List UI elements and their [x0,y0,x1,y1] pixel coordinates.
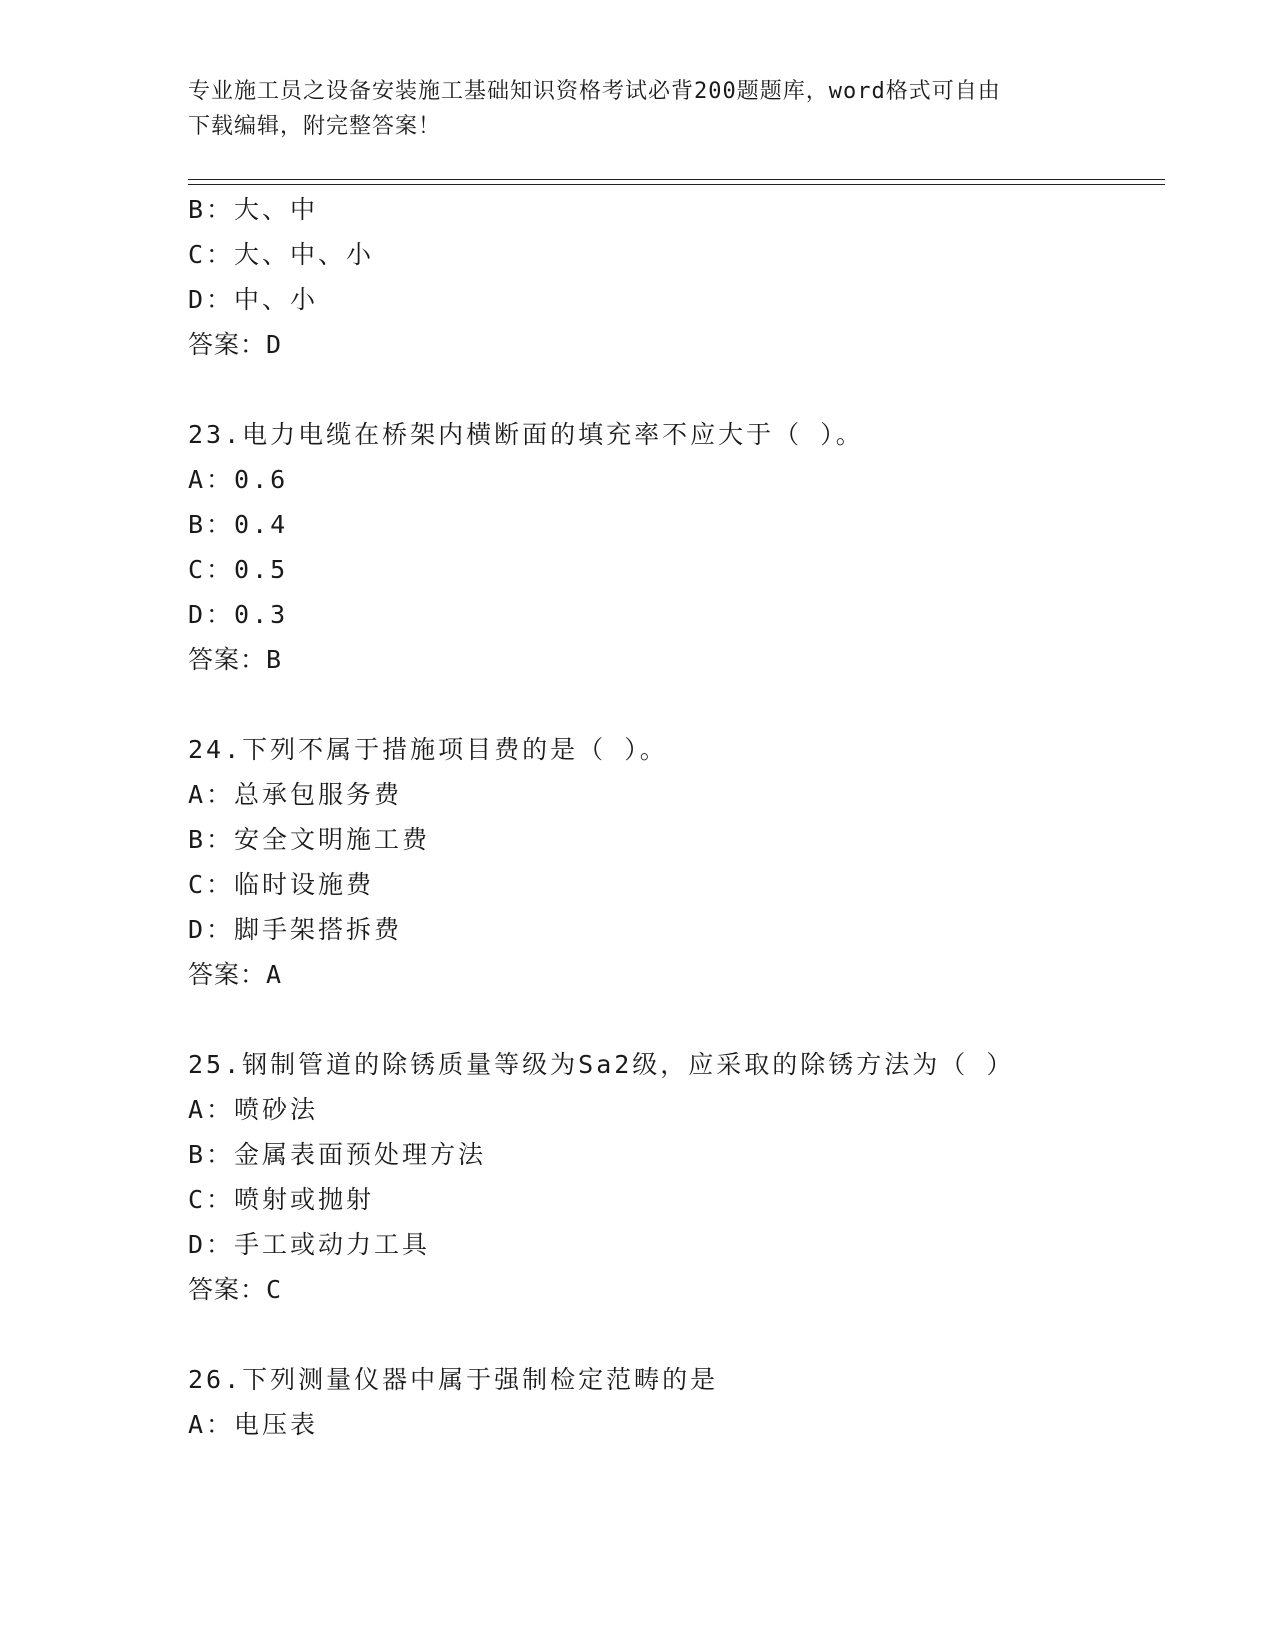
option-b: B：安全文明施工费 [188,825,431,854]
option-b: B：0.4 [188,510,289,539]
option-c: C：临时设施费 [188,870,375,899]
document-header [188,74,1088,144]
question-25: 25.钢制管道的除锈质量等级为Sa2级，应采取的除锈方法为（ ） [188,1050,1015,1079]
option-d: D：脚手架搭拆费 [188,915,403,944]
option-a: A：电压表 [188,1410,319,1439]
option-d: D：手工或动力工具 [188,1230,431,1259]
answer-line: 答案：D [188,330,283,359]
header-line-1: 专业施工员之设备安装施工基础知识资格考试必背200题题库，word格式可自由 [188,79,1001,104]
header-divider-top [188,179,1165,180]
question-26: 26.下列测量仪器中属于强制检定范畴的是 [188,1365,719,1394]
answer-line: 答案：B [188,645,283,674]
question-24: 24.下列不属于措施项目费的是（ ）。 [188,735,668,764]
option-a: A：喷砂法 [188,1095,319,1124]
option-c: C：大、中、小 [188,240,375,269]
answer-line: 答案：C [188,1275,283,1304]
option-d: D：中、小 [188,285,319,314]
option-d: D：0.3 [188,600,289,629]
option-c: C：喷射或抛射 [188,1185,375,1214]
option-a: A：总承包服务费 [188,780,403,809]
question-23: 23.电力电缆在桥架内横断面的填充率不应大于（ ）。 [188,420,864,449]
header-divider-bottom [188,184,1165,185]
option-c: C：0.5 [188,555,289,584]
option-b: B：大、中 [188,195,319,224]
header-line-2: 下载编辑，附完整答案！ [188,114,442,139]
answer-line: 答案：A [188,960,283,989]
option-b: B：金属表面预处理方法 [188,1140,487,1169]
option-a: A：0.6 [188,465,289,494]
